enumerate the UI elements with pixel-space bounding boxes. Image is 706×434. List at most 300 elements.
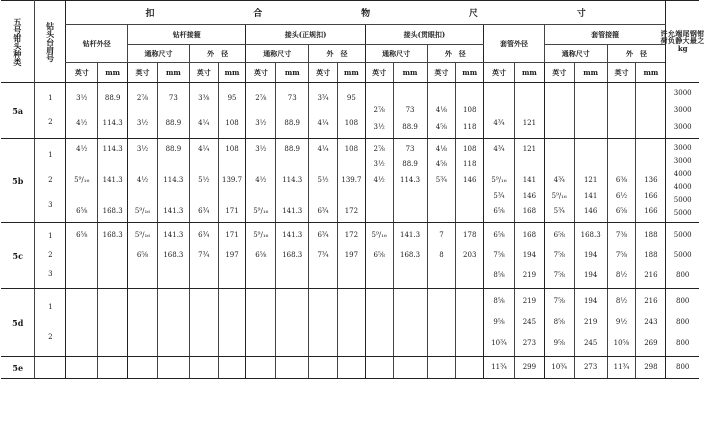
dimension-value: 108: [463, 105, 477, 114]
dimension-value: 121: [522, 144, 537, 153]
casing-coupling-header: 套管接箍: [544, 25, 666, 45]
dimension-value: 197: [225, 251, 239, 259]
dimension-cell: [427, 223, 456, 289]
load-value: 5000: [673, 231, 692, 239]
dimension-value: [98, 193, 127, 200]
dimension-cell: [574, 139, 607, 223]
dimension-cell: [218, 223, 246, 289]
dimension-cell: [338, 289, 366, 357]
dimension-value: 4½: [136, 175, 149, 184]
dimension-value: 7⅝: [493, 251, 505, 259]
dimension-value: [456, 90, 483, 97]
dimension-value: 168: [522, 231, 537, 239]
dimension-value: 6⅝: [76, 207, 88, 216]
dimension-cell: [218, 139, 246, 223]
dimension-cell: [98, 139, 128, 223]
fit-size-title: 扣 合 物 尺 寸: [66, 1, 666, 25]
dimension-value: 4½: [76, 118, 88, 127]
dimension-cell: [98, 289, 128, 357]
dimension-value: [338, 161, 365, 168]
drill-pipe-joint-header: 钻杆接箍: [128, 25, 246, 45]
dimension-cell: [246, 83, 276, 139]
unit-mm: mm: [574, 63, 607, 83]
dimension-value: 8⅝: [493, 297, 505, 306]
dimension-value: 245: [583, 338, 598, 347]
dimension-cell: [636, 223, 666, 289]
dimension-value: 10¾: [551, 363, 568, 371]
dimension-value: [515, 161, 544, 168]
dimension-value: 5¾: [553, 207, 565, 216]
dimension-cell: [189, 223, 218, 289]
dimension-value: 5½: [317, 175, 329, 184]
dimension-value: 245: [522, 317, 537, 326]
dimension-cell: [365, 223, 393, 289]
dimension-cell: [276, 83, 309, 139]
jaw-number: 1: [48, 94, 53, 102]
dimension-value: 168.3: [400, 251, 421, 259]
dimension-cell: [98, 223, 128, 289]
dimension-value: 108: [225, 118, 239, 127]
dimension-value: 4⅝: [435, 160, 448, 169]
dimension-value: 136: [644, 175, 658, 184]
jaw-number-cell: [35, 357, 66, 379]
dimension-value: 114.3: [102, 144, 123, 153]
unit-inch: 英寸: [607, 63, 636, 83]
dimension-cell: [218, 83, 246, 139]
unit-inch: 英寸: [246, 63, 276, 83]
tong-type-cell: 5b: [1, 139, 35, 223]
dimension-value: [545, 161, 574, 168]
dimension-value: 141: [522, 175, 537, 184]
dimension-cell: [276, 357, 309, 379]
unit-inch: 英寸: [365, 63, 393, 83]
max-load-cell: [666, 83, 699, 139]
dimension-value: 5¾: [493, 191, 505, 200]
dimension-value: 73: [405, 144, 415, 153]
dimension-value: 3½: [255, 144, 267, 153]
type-header: 五号钳头种类: [12, 17, 23, 66]
dimension-value: 4¾: [493, 144, 505, 153]
dimension-value: [428, 208, 456, 215]
unit-mm: mm: [456, 63, 484, 83]
section-row: [1, 223, 699, 289]
dimension-value: 95: [227, 93, 237, 102]
load-value: 5000: [673, 195, 692, 204]
dimension-value: 298: [644, 363, 658, 371]
dimension-value: 108: [344, 118, 359, 127]
dimension-value: [66, 193, 97, 200]
unit-inch: 英寸: [128, 63, 158, 83]
dimension-cell: [514, 139, 544, 223]
dimension-cell: [393, 139, 427, 223]
dimension-value: [98, 161, 127, 168]
dimension-value: 5⁹/₁₆: [491, 175, 507, 184]
dimension-value: [394, 193, 427, 200]
dimension-cell: [607, 223, 636, 289]
dimension-cell: [98, 83, 128, 139]
dimension-value: 3½: [255, 118, 267, 127]
dimension-value: 114.3: [400, 175, 421, 184]
dimension-value: 8⅝: [493, 271, 505, 279]
dimension-value: 141.3: [282, 231, 303, 239]
dimension-value: 88.9: [402, 160, 418, 169]
dimension-value: [575, 146, 607, 153]
dimension-value: 166: [644, 207, 658, 216]
dimension-value: [190, 272, 218, 279]
dimension-value: 7⅜: [615, 231, 628, 239]
dimension-value: 8½: [615, 297, 628, 306]
load-value: 5000: [673, 251, 692, 259]
dimension-value: 7¾: [317, 251, 329, 259]
dimension-value: 216: [644, 271, 658, 279]
dimension-value: 9⅝: [553, 338, 565, 347]
dimension-value: [128, 161, 157, 168]
dimension-value: 7⅝: [553, 297, 565, 306]
jaw-number: 2: [48, 175, 53, 184]
load-value: 800: [676, 363, 690, 371]
jaw-number: 1: [48, 150, 53, 159]
dimension-cell: [456, 139, 484, 223]
dimension-cell: [365, 139, 393, 223]
dimension-value: 6⅝: [493, 207, 505, 216]
unit-inch: 英寸: [309, 63, 338, 83]
unit-mm: mm: [338, 63, 366, 83]
dimension-value: [428, 193, 456, 200]
dimension-cell: [636, 139, 666, 223]
dimension-value: [366, 208, 393, 215]
dimension-value: 139.7: [341, 175, 362, 184]
max-load-cell: [666, 357, 699, 379]
dimension-cell: [484, 83, 515, 139]
dimension-cell: [456, 223, 484, 289]
dimension-value: 273: [522, 338, 537, 347]
dimension-value: [66, 161, 97, 168]
max-load-header: 钳之 钢最 尾大 端静 允负 许荷 kg: [666, 1, 699, 83]
dimension-cell: [338, 223, 366, 289]
dimension-value: 5¾: [435, 175, 448, 184]
dimension-value: [98, 252, 127, 259]
dimension-value: 188: [644, 251, 658, 259]
nominal-size-header: 通称尺寸: [365, 45, 427, 63]
dimension-cell: [544, 289, 574, 357]
dimension-value: [338, 193, 365, 200]
dimension-cell: [636, 83, 666, 139]
dimension-value: 141.3: [102, 175, 123, 184]
dimension-value: 118: [463, 122, 477, 131]
dimension-value: 7: [439, 231, 444, 239]
dimension-value: 88.9: [165, 144, 182, 153]
dimension-value: 73: [287, 93, 297, 102]
dimension-value: [608, 161, 636, 168]
jaw-header: 钻头台肩号: [35, 1, 66, 83]
jaw-number-cell: [35, 289, 66, 357]
dimension-value: 6⅝: [373, 251, 385, 259]
dimension-value: 219: [522, 271, 537, 279]
dimension-value: 6⅝: [76, 231, 88, 239]
dimension-value: 8½: [615, 271, 628, 279]
dimension-value: 5½: [198, 175, 210, 184]
dimension-cell: [427, 289, 456, 357]
dimension-value: 3¾: [317, 93, 329, 102]
dimension-value: 108: [344, 144, 359, 153]
dimension-value: 4⅛: [435, 105, 448, 114]
dimension-value: 5⁹/₁₆: [551, 191, 567, 200]
dimension-value: 5⁹/₁₆: [371, 231, 387, 239]
dimension-value: 4⅝: [435, 122, 448, 131]
jaw-number: 2: [48, 333, 53, 341]
dimension-cell: [484, 357, 515, 379]
dimension-cell: [189, 357, 218, 379]
outer-dia-header: 外 径: [309, 45, 366, 63]
dimension-value: 73: [405, 105, 415, 114]
dimension-value: 178: [463, 231, 477, 239]
dimension-value: 166: [644, 191, 658, 200]
jaw-number-cell: [35, 83, 66, 139]
dimension-value: [575, 161, 607, 168]
dimension-value: 172: [344, 231, 359, 239]
dimension-cell: [393, 289, 427, 357]
dimension-cell: [218, 289, 246, 357]
dimension-value: [394, 90, 427, 97]
dimension-value: 6¾: [198, 231, 210, 239]
dimension-cell: [66, 357, 98, 379]
dimension-value: 141: [583, 191, 598, 200]
dimension-cell: [365, 357, 393, 379]
dimension-value: [428, 90, 456, 97]
dimension-value: 6½: [615, 191, 628, 200]
unit-inch: 英寸: [484, 63, 515, 83]
dimension-cell: [309, 83, 338, 139]
dimension-value: 273: [583, 363, 598, 371]
dimension-cell: [276, 289, 309, 357]
dimension-value: [66, 272, 97, 279]
dimension-value: 6⅝: [136, 251, 149, 259]
dimension-cell: [309, 357, 338, 379]
dimension-value: 114.3: [102, 118, 123, 127]
load-value: 4000: [673, 169, 692, 178]
dimension-value: 146: [463, 175, 477, 184]
max-load-cell: [666, 289, 699, 357]
dimension-value: 8⅝: [553, 317, 565, 326]
outer-dia-header: 外 径: [427, 45, 484, 63]
unit-mm: mm: [636, 63, 666, 83]
dimension-value: 4½: [373, 175, 385, 184]
dimension-cell: [189, 83, 218, 139]
tong-type-cell: 5a: [1, 83, 35, 139]
tong-type-cell: 5d: [1, 289, 35, 357]
dimension-cell: [574, 357, 607, 379]
dimension-cell: [427, 357, 456, 379]
dimension-value: 168.3: [580, 231, 601, 239]
dimension-value: [276, 161, 308, 168]
dimension-cell: [338, 83, 366, 139]
dimension-value: [309, 161, 337, 168]
dimension-cell: [484, 223, 515, 289]
load-value: 3000: [673, 156, 692, 165]
dimension-value: 203: [463, 251, 477, 259]
load-value: 800: [676, 271, 690, 279]
dimension-cell: [574, 223, 607, 289]
dimension-value: 146: [583, 207, 598, 216]
drill-pipe-od-header: 钻杆外径: [66, 25, 128, 63]
jaw-number: 2: [48, 250, 53, 259]
dimension-value: 197: [344, 251, 359, 259]
dimension-value: 11¾: [613, 363, 630, 371]
dimension-value: 141.3: [163, 207, 184, 216]
dimension-value: 114.3: [163, 175, 184, 184]
joint-full-hole-header: 接头(贯眼扣): [365, 25, 483, 45]
dimension-cell: [427, 83, 456, 139]
dimension-value: 194: [583, 271, 598, 279]
dimension-value: 6⅜: [615, 175, 628, 184]
dimension-value: [366, 90, 393, 97]
load-value: 3000: [673, 105, 692, 114]
dimension-value: [515, 95, 544, 102]
jaw-number: 2: [48, 118, 53, 126]
dimension-value: 6¾: [317, 231, 329, 239]
dimension-value: 2⅞: [255, 93, 267, 102]
dimension-value: 5⁹/₁₆: [253, 207, 269, 216]
dimension-cell: [574, 289, 607, 357]
dimension-value: 6⅝: [255, 251, 267, 259]
dimension-value: 4⅛: [435, 144, 448, 153]
dimension-cell: [338, 357, 366, 379]
dimension-value: 3½: [136, 118, 149, 127]
dimension-value: [636, 146, 665, 153]
dimension-value: [484, 95, 514, 102]
dimension-value: [219, 161, 246, 168]
outer-dia-header: 外 径: [607, 45, 666, 63]
tong-type-cell: 5e: [1, 357, 35, 379]
dimension-value: 114.3: [282, 175, 303, 184]
dimension-cell: [636, 357, 666, 379]
dimension-value: 4½: [255, 175, 267, 184]
dimension-value: [608, 146, 636, 153]
dimension-value: 4¼: [317, 144, 329, 153]
unit-mm: mm: [218, 63, 246, 83]
jaw-number-cell: [35, 139, 66, 223]
jaw-number: 1: [48, 231, 53, 240]
dimension-cell: [607, 139, 636, 223]
dimension-value: [366, 193, 393, 200]
dimension-value: 2⅞: [373, 144, 385, 153]
dimension-value: 171: [225, 207, 239, 216]
dimension-cell: [309, 223, 338, 289]
dimension-value: 88.9: [284, 144, 301, 153]
dimension-cell: [544, 139, 574, 223]
dimension-value: [190, 161, 218, 168]
dimension-value: 88.9: [104, 93, 121, 102]
dimension-value: [309, 272, 337, 279]
dimension-value: 118: [463, 160, 477, 169]
dimension-value: [246, 272, 275, 279]
dimension-value: 243: [644, 317, 658, 326]
dimension-value: 6⅝: [553, 231, 565, 239]
dimension-value: [456, 208, 483, 215]
dimension-cell: [246, 139, 276, 223]
dimension-value: 5⁹/₁₆: [134, 207, 151, 216]
dimension-value: 216: [644, 297, 658, 306]
jaw-number: 3: [48, 270, 53, 279]
dimension-cell: [98, 357, 128, 379]
dimension-cell: [128, 223, 158, 289]
dimension-cell: [66, 223, 98, 289]
dimension-cell: [393, 223, 427, 289]
dimension-value: [484, 161, 514, 168]
joint-regular-header: 接头(正规扣): [246, 25, 365, 45]
dimension-cell: [157, 357, 189, 379]
dimension-value: [128, 272, 157, 279]
load-value: 3000: [673, 143, 692, 152]
dimension-cell: [157, 83, 189, 139]
dimension-cell: [456, 83, 484, 139]
dimension-value: 194: [522, 251, 537, 259]
tong-dimension-table: [1, 0, 706, 379]
section-row: [1, 289, 699, 357]
dimension-value: 7⅝: [553, 271, 565, 279]
dimension-cell: [246, 357, 276, 379]
dimension-cell: [636, 289, 666, 357]
dimension-value: 168.3: [102, 231, 123, 239]
dimension-cell: [128, 289, 158, 357]
dimension-cell: [365, 289, 393, 357]
dimension-value: 10⅝: [613, 338, 630, 347]
dimension-value: 171: [225, 231, 239, 239]
dimension-value: [276, 193, 308, 200]
dimension-value: 168.3: [163, 251, 184, 259]
dimension-cell: [393, 357, 427, 379]
dimension-cell: [309, 289, 338, 357]
dimension-cell: [309, 139, 338, 223]
section-row: [1, 139, 699, 223]
dimension-cell: [157, 139, 189, 223]
dimension-cell: [189, 139, 218, 223]
dimension-cell: [246, 289, 276, 357]
dimension-value: 3½: [136, 144, 149, 153]
dimension-value: [246, 161, 275, 168]
nominal-size-header: 通称尺寸: [544, 45, 607, 63]
dimension-value: 7⅝: [553, 251, 565, 259]
dimension-value: 299: [522, 363, 537, 371]
casing-od-header: 套管外径: [484, 25, 545, 63]
unit-mm: mm: [393, 63, 427, 83]
dimension-value: 8: [439, 251, 444, 259]
dimension-value: 4¼: [198, 144, 210, 153]
dimension-cell: [276, 223, 309, 289]
dimension-value: 95: [346, 93, 356, 102]
dimension-value: 121: [583, 175, 598, 184]
dimension-value: 4¾: [553, 175, 565, 184]
unit-inch: 英寸: [66, 63, 98, 83]
dimension-cell: [365, 83, 393, 139]
dimension-value: 188: [644, 231, 658, 239]
dimension-cell: [157, 223, 189, 289]
dimension-value: [456, 272, 483, 279]
dimension-value: 88.9: [402, 122, 418, 131]
dimension-value: 3½: [373, 122, 385, 131]
dimension-value: 7⅝: [615, 251, 628, 259]
dimension-value: [246, 193, 275, 200]
dimension-value: 108: [463, 144, 477, 153]
unit-inch: 英寸: [544, 63, 574, 83]
dimension-value: [158, 193, 189, 200]
dimension-value: 4¼: [198, 118, 210, 127]
section-row: [1, 357, 699, 379]
jaw-number: 3: [48, 201, 53, 210]
dimension-cell: [66, 83, 98, 139]
unit-mm: mm: [514, 63, 544, 83]
dimension-value: [456, 193, 483, 200]
